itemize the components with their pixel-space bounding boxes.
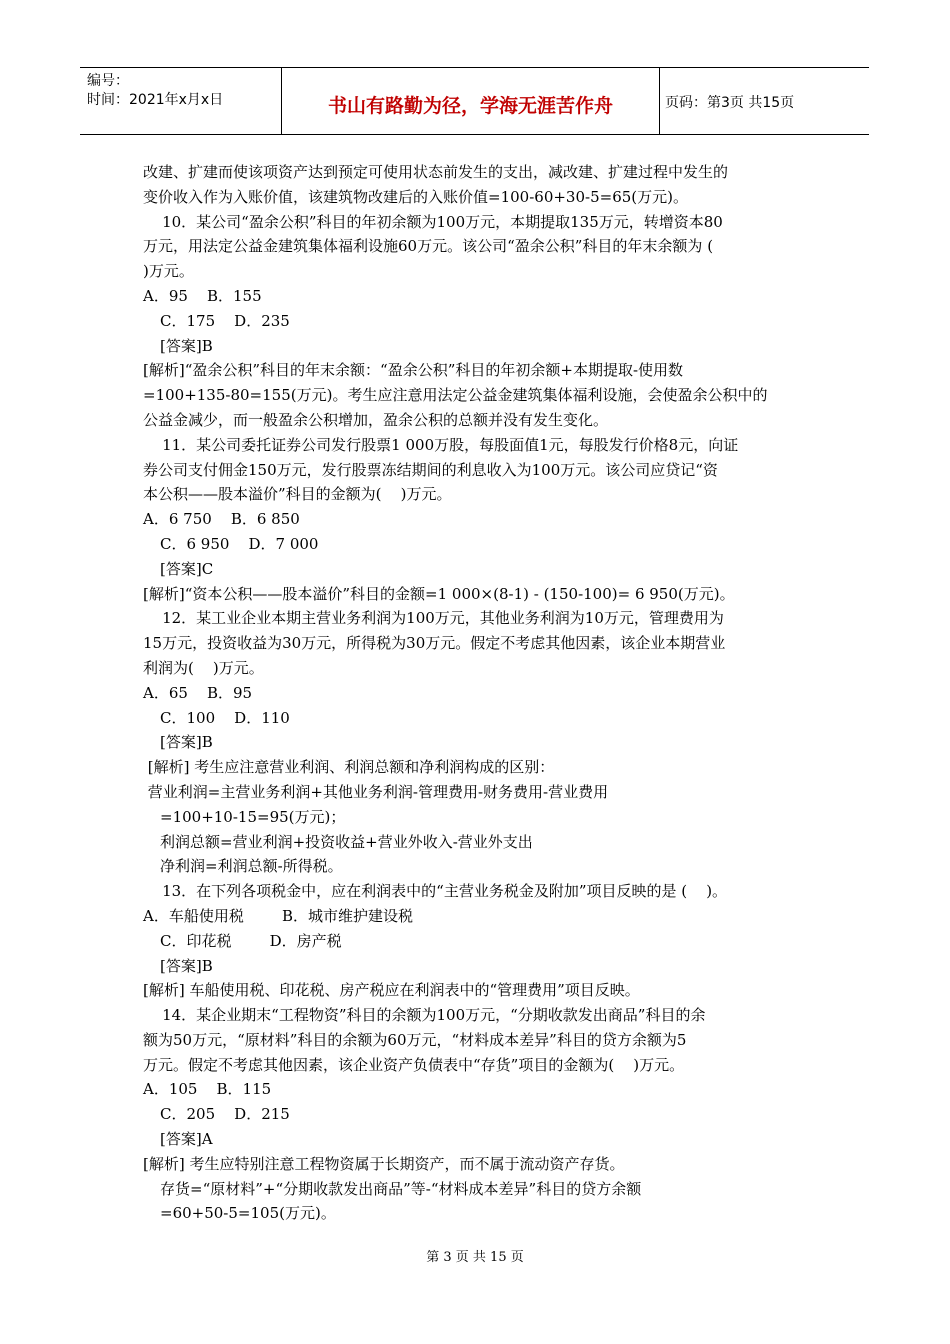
text-line: 13．在下列各项税金中，应在利润表中的“主营业务税金及附加”项目反映的是 ( )。 xyxy=(143,882,728,901)
header-meta xyxy=(80,68,282,134)
text-line: [解析]“盈余公积”科目的年末余额：“盈余公积”科目的年初余额+本期提取-使用数 xyxy=(143,361,684,380)
text-line: 万元，用法定公益金建筑集体福利设施60万元。该公司“盈余公积”科目的年末余额为 ( xyxy=(143,237,714,256)
page-footer: 第 3 页 共 15 页 xyxy=(426,1250,524,1265)
text-line: [解析] 车船使用税、印花税、房产税应在利润表中的“管理费用”项目反映。 xyxy=(143,981,640,1000)
text-line: [答案]B xyxy=(160,956,213,975)
header-page-label: 页码：第3页 共15页 xyxy=(665,95,795,111)
text-line: 变价收入作为入账价值，该建筑物改建后的入账价值=100-60+30-5=65(万元)。 xyxy=(143,187,688,206)
text-line: 本公积——股本溢价”科目的金额为( )万元。 xyxy=(143,485,452,504)
text-line: 利润总额=营业利润+投资收益+营业外收入-营业外支出 xyxy=(160,832,533,851)
text-line: 14．某企业期末“工程物资”科目的余额为100万元，“分期收款发出商品”科目的余 xyxy=(143,1006,706,1025)
text-line: 10．某公司“盈余公积”科目的年初余额为100万元，本期提取135万元，转增资本80 xyxy=(143,212,723,231)
text-line: 利润为( )万元。 xyxy=(143,658,264,677)
text-line: 12．某工业企业本期主营业务利润为100万元，其他业务利润为10万元，管理费用为 xyxy=(143,609,724,628)
text-line: [解析] 考生应注意营业利润、利润总额和净利润构成的区别： xyxy=(143,758,555,777)
document-date-label: 时间：2021年x月x日 xyxy=(87,92,224,108)
text-line: [答案]A xyxy=(160,1130,213,1149)
text-line: A．65 B．95 xyxy=(143,683,253,702)
header-motto: 书山有路勤为径，学海无涯苦作舟 xyxy=(282,68,660,134)
document-body xyxy=(143,160,823,1226)
text-line: 11．某公司委托证券公司发行股票1 000万股，每股面值1元，每股发行价格8元，向证 xyxy=(143,435,739,454)
text-line: 公益金减少，而一般盈余公积增加，盈余公积的总额并没有发生变化。 xyxy=(143,410,609,429)
text-line: 15万元，投资收益为30万元，所得税为30万元。假定不考虑其他因素，该企业本期营业 xyxy=(143,634,726,653)
text-line: A．6 750 B．6 850 xyxy=(143,510,300,529)
text-line: C．6 950 D．7 000 xyxy=(160,534,319,553)
text-line: [答案]C xyxy=(160,559,214,578)
text-line: C．100 D．110 xyxy=(160,708,290,727)
document-number-label: 编号： xyxy=(87,73,129,89)
text-line: [答案]B xyxy=(160,733,213,752)
document-header xyxy=(80,67,869,135)
text-line: C．175 D．235 xyxy=(160,311,290,330)
text-line: 改建、扩建而使该项资产达到预定可使用状态前发生的支出，减改建、扩建过程中发生的 xyxy=(143,163,729,181)
text-line: =60+50-5=105(万元)。 xyxy=(160,1204,336,1223)
text-line: A．车船使用税 B．城市维护建设税 xyxy=(143,906,414,925)
text-line: )万元。 xyxy=(143,262,194,281)
text-line: 净利润=利润总额-所得税。 xyxy=(160,857,343,876)
text-line: =100+135-80=155(万元)。考生应注意用法定公益金建筑集体福利设施，会使盈余公积中的 xyxy=(143,386,768,405)
text-line: [答案]B xyxy=(160,336,213,355)
text-line: 营业利润=主营业务利润+其他业务利润-管理费用-财务费用-营业费用 xyxy=(143,782,609,801)
text-line: 券公司支付佣金150万元，发行股票冻结期间的利息收入为100万元。该公司应贷记“资 xyxy=(143,460,718,479)
text-line: A．95 B．155 xyxy=(143,286,262,305)
text-line: A．105 B．115 xyxy=(143,1080,272,1099)
text-line: C．印花税 D．房产税 xyxy=(160,931,342,950)
text-line: 额为50万元，“原材料”科目的余额为60万元，“材料成本差异”科目的贷方余额为5 xyxy=(143,1030,687,1049)
text-line: 万元。假定不考虑其他因素，该企业资产负债表中“存货”项目的金额为( )万元。 xyxy=(143,1055,685,1074)
text-line: [解析] 考生应特别注意工程物资属于长期资产，而不属于流动资产存货。 xyxy=(143,1154,625,1173)
text-line: =100+10-15=95(万元)； xyxy=(160,807,346,826)
text-line: [解析]“资本公积——股本溢价”科目的金额=1 000×(8-1) - (150-100)= 6 950(万元)。 xyxy=(143,584,735,603)
text-line: C．205 D．215 xyxy=(160,1105,290,1124)
text-line: 存货=“原材料”+“分期收款发出商品”等-“材料成本差异”科目的贷方余额 xyxy=(160,1179,642,1198)
